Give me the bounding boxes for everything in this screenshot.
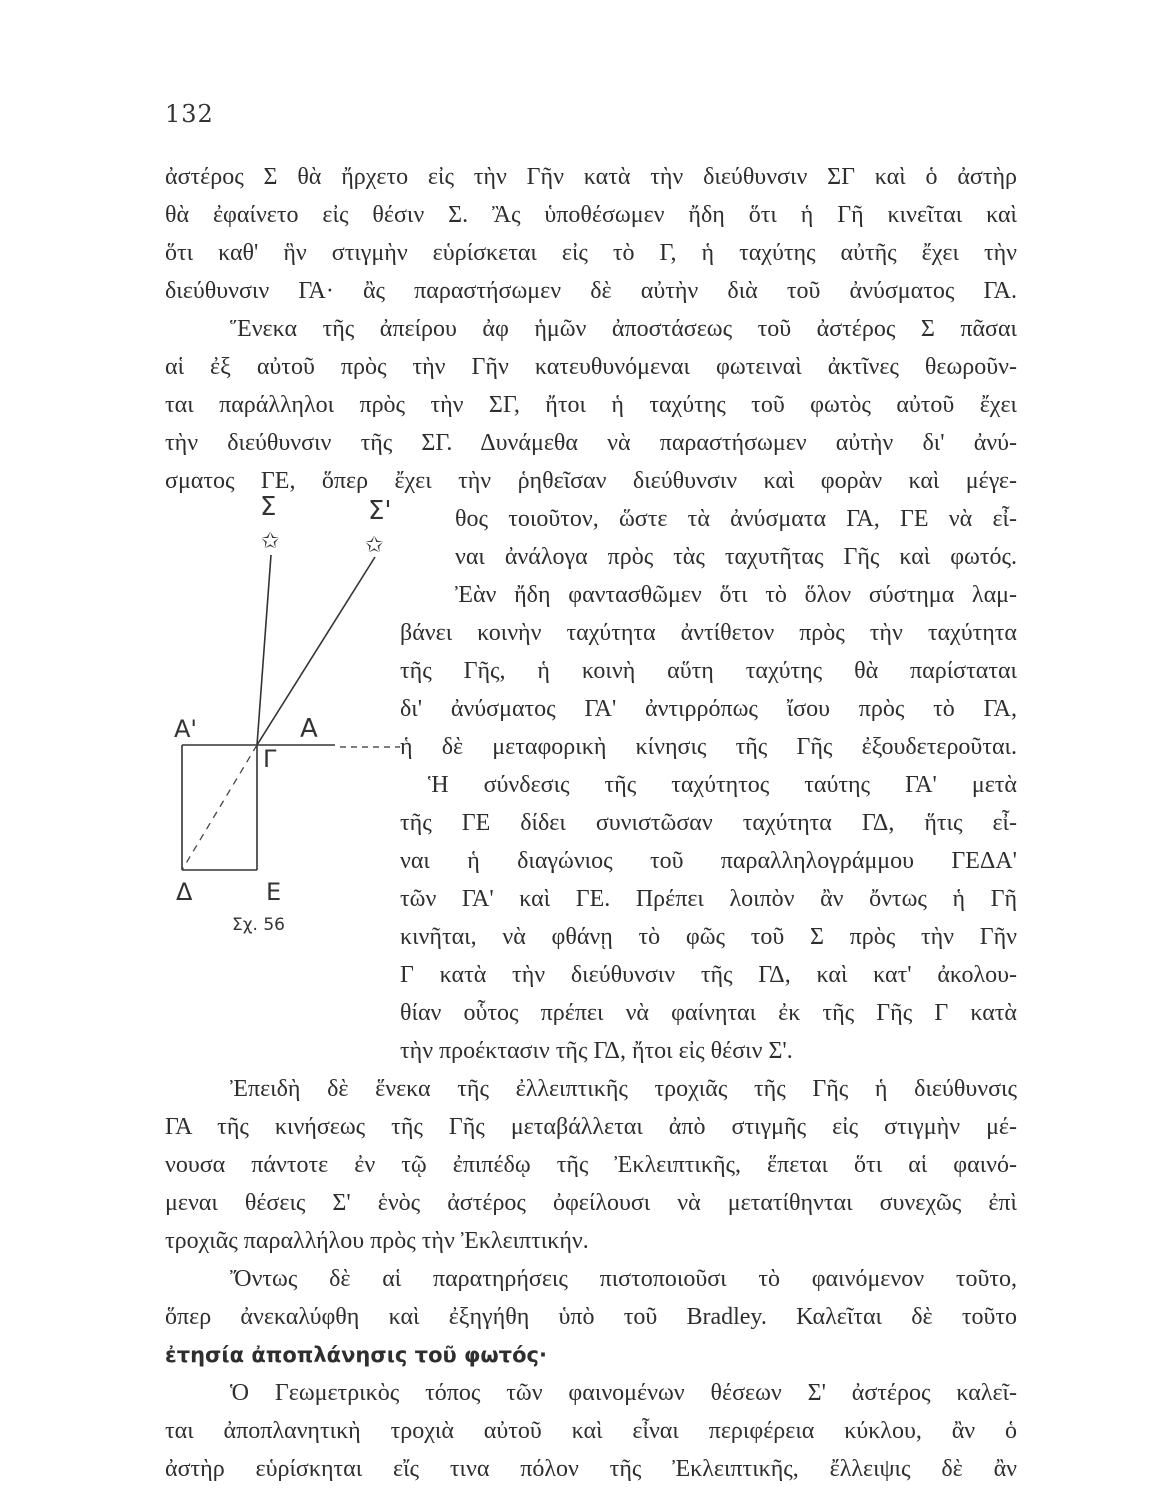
text-line-6: αἱ ἐξ αὐτοῦ πρὸς τὴν Γῆν κατευθυνόμεναι φωτειναὶ ἀκτῖνες θεωροῦν- (165, 354, 1017, 380)
text-line-4: διεύθυνσιν ΓΑ· ἂς παραστήσωμεν δὲ αὐτὴν διὰ τοῦ ἀνύσματος ΓΑ. (165, 278, 1017, 304)
text-line-16: ἡ δὲ μεταφορικὴ κίνησις τῆς Γῆς ἐξουδετεροῦται. (400, 734, 1017, 760)
star-prime-icon: ✩ (365, 533, 384, 558)
text-line-19: ναι ἡ διαγώνιος τοῦ παραλληλογράμμου ΓΕΔΑ' (400, 848, 1017, 874)
text-line-22: Γ κατὰ τὴν διεύθυνσιν τῆς ΓΔ, καὶ κατ' ἀκολου- (400, 962, 1017, 988)
label-alpha-prime: Α' (174, 715, 198, 743)
label-epsilon: Ε (266, 878, 282, 906)
text-line-35: ἀστὴρ εὑρίσκηται εἴς τινα πόλον τῆς Ἐκλειπτικῆς, ἔλλειψις δὲ ἂν (165, 1456, 1017, 1482)
page-number: 132 (165, 100, 214, 128)
text-line-32-bold-term: ἐτησία ἀποπλάνησις τοῦ φωτός· (165, 1343, 547, 1367)
text-line-24: τὴν προέκτασιν τῆς ΓΔ, ἤτοι εἰς θέσιν Σ'. (400, 1038, 793, 1064)
label-gamma: Γ (263, 745, 277, 773)
text-line-31: ὅπερ ἀνεκαλύφθη καὶ ἐξηγήθη ὑπὸ τοῦ Bradley. Καλεῖται δὲ τοῦτο (165, 1304, 1017, 1330)
text-line-14: τῆς Γῆς, ἡ κοινὴ αὕτη ταχύτης θὰ παρίσταται (400, 658, 1017, 684)
text-line-7: ται παράλληλοι πρὸς τὴν ΣΓ, ἤτοι ἡ ταχύτης τοῦ φωτὸς αὐτοῦ ἔχει (165, 392, 1017, 418)
text-line-8: τὴν διεύθυνσιν τῆς ΣΓ. Δυνάμεθα νὰ παραστήσωμεν αὐτὴν δι' ἀνύ- (165, 430, 1017, 456)
text-line-27: νουσα πάντοτε ἐν τῷ ἐπιπέδῳ τῆς Ἐκλειπτικῆς, ἕπεται ὅτι αἱ φαινό- (165, 1152, 1017, 1178)
text-line-11: ναι ἀνάλογα πρὸς τὰς ταχυτῆτας Γῆς καὶ φωτός. (455, 544, 1017, 570)
text-line-34: ται ἀποπλανητικὴ τροχιὰ αὐτοῦ καὶ εἶναι περιφέρεια κύκλου, ἂν ὁ (165, 1418, 1017, 1444)
text-line-10: θος τοιοῦτον, ὥστε τὰ ἀνύσματα ΓΑ, ΓΕ νὰ εἶ- (455, 506, 1017, 532)
label-alpha: Α (300, 714, 318, 744)
text-line-17: Ἡ σύνδεσις τῆς ταχύτητος ταύτης ΓΑ' μετὰ (428, 772, 1017, 798)
label-delta: Δ (176, 878, 193, 906)
text-line-9: σματος ΓΕ, ὅπερ ἔχει τὴν ῥηθεῖσαν διεύθυνσιν καὶ φορὰν καὶ μέγε- (165, 468, 1017, 494)
text-line-33: Ὁ Γεωμετρικὸς τόπος τῶν φαινομένων θέσεων Σ' ἀστέρος καλεῖ- (230, 1380, 1017, 1406)
text-line-15: δι' ἀνύσματος ΓΑ' ἀντιρρόπως ἴσου πρὸς τὸ ΓΑ, (400, 696, 1017, 722)
ray-sigma-gamma (257, 555, 271, 745)
text-line-3: ὅτι καθ' ἣν στιγμὴν εὑρίσκεται εἰς τὸ Γ, ἡ ταχύτης αὐτῆς ἔχει τὴν (165, 240, 1017, 266)
text-line-28: μεναι θέσεις Σ' ἑνὸς ἀστέρος ὀφείλουσι νὰ μετατίθηνται συνεχῶς ἐπὶ (165, 1190, 1017, 1216)
figure-caption: Σχ. 56 (232, 915, 286, 935)
text-line-18: τῆς ΓΕ δίδει συνιστῶσαν ταχύτητα ΓΔ, ἥτις εἶ- (400, 810, 1017, 836)
star-icon: ✩ (261, 529, 280, 554)
aberration-figure-56 (160, 485, 400, 955)
text-line-5: Ἕνεκα τῆς ἀπείρου ἀφ ἡμῶν ἀποστάσεως τοῦ ἀστέρος Σ πᾶσαι (230, 316, 1017, 342)
text-line-1: ἀστέρος Σ θὰ ἤρχετο εἰς τὴν Γῆν κατὰ τὴν διεύθυνσιν ΣΓ καὶ ὁ ἀστὴρ (165, 164, 1017, 190)
text-line-23: θίαν οὗτος πρέπει νὰ φαίνηται ἐκ τῆς Γῆς Γ κατὰ (400, 1000, 1017, 1026)
text-line-21: κινῆται, νὰ φθάνῃ τὸ φῶς τοῦ Σ πρὸς τὴν Γῆν (400, 924, 1017, 950)
text-line-20: τῶν ΓΑ' καὶ ΓΕ. Πρέπει λοιπὸν ἂν ὄντως ἡ Γῆ (400, 886, 1017, 912)
text-line-30: Ὄντως δὲ αἱ παρατηρήσεις πιστοποιοῦσι τὸ φαινόμενον τοῦτο, (230, 1266, 1017, 1292)
text-line-25: Ἐπειδὴ δὲ ἕνεκα τῆς ἐλλειπτικῆς τροχιᾶς τῆς Γῆς ἡ διεύθυνσις (230, 1076, 1017, 1102)
label-sigma-prime: Σ' (368, 496, 392, 526)
text-line-2: θὰ ἐφαίνετο εἰς θέσιν Σ. Ἂς ὑποθέσωμεν ἤδη ὅτι ἡ Γῆ κινεῖται καὶ (165, 202, 1017, 228)
label-sigma: Σ (260, 492, 277, 522)
text-line-13: βάνει κοινὴν ταχύτητα ἀντίθετον πρὸς τὴν ταχύτητα (400, 620, 1017, 646)
text-line-12: Ἐὰν ἤδη φαντασθῶμεν ὅτι τὸ ὅλον σύστημα λαμ- (455, 582, 1017, 608)
text-line-29: τροχιᾶς παραλλήλου πρὸς τὴν Ἐκλειπτικήν. (165, 1228, 589, 1254)
text-line-26: ΓΑ τῆς κινήσεως τῆς Γῆς μεταβάλλεται ἀπὸ στιγμῆς εἰς στιγμὴν μέ- (165, 1114, 1017, 1140)
diagonal-gamma-delta (182, 745, 257, 870)
figure-svg (160, 485, 400, 955)
